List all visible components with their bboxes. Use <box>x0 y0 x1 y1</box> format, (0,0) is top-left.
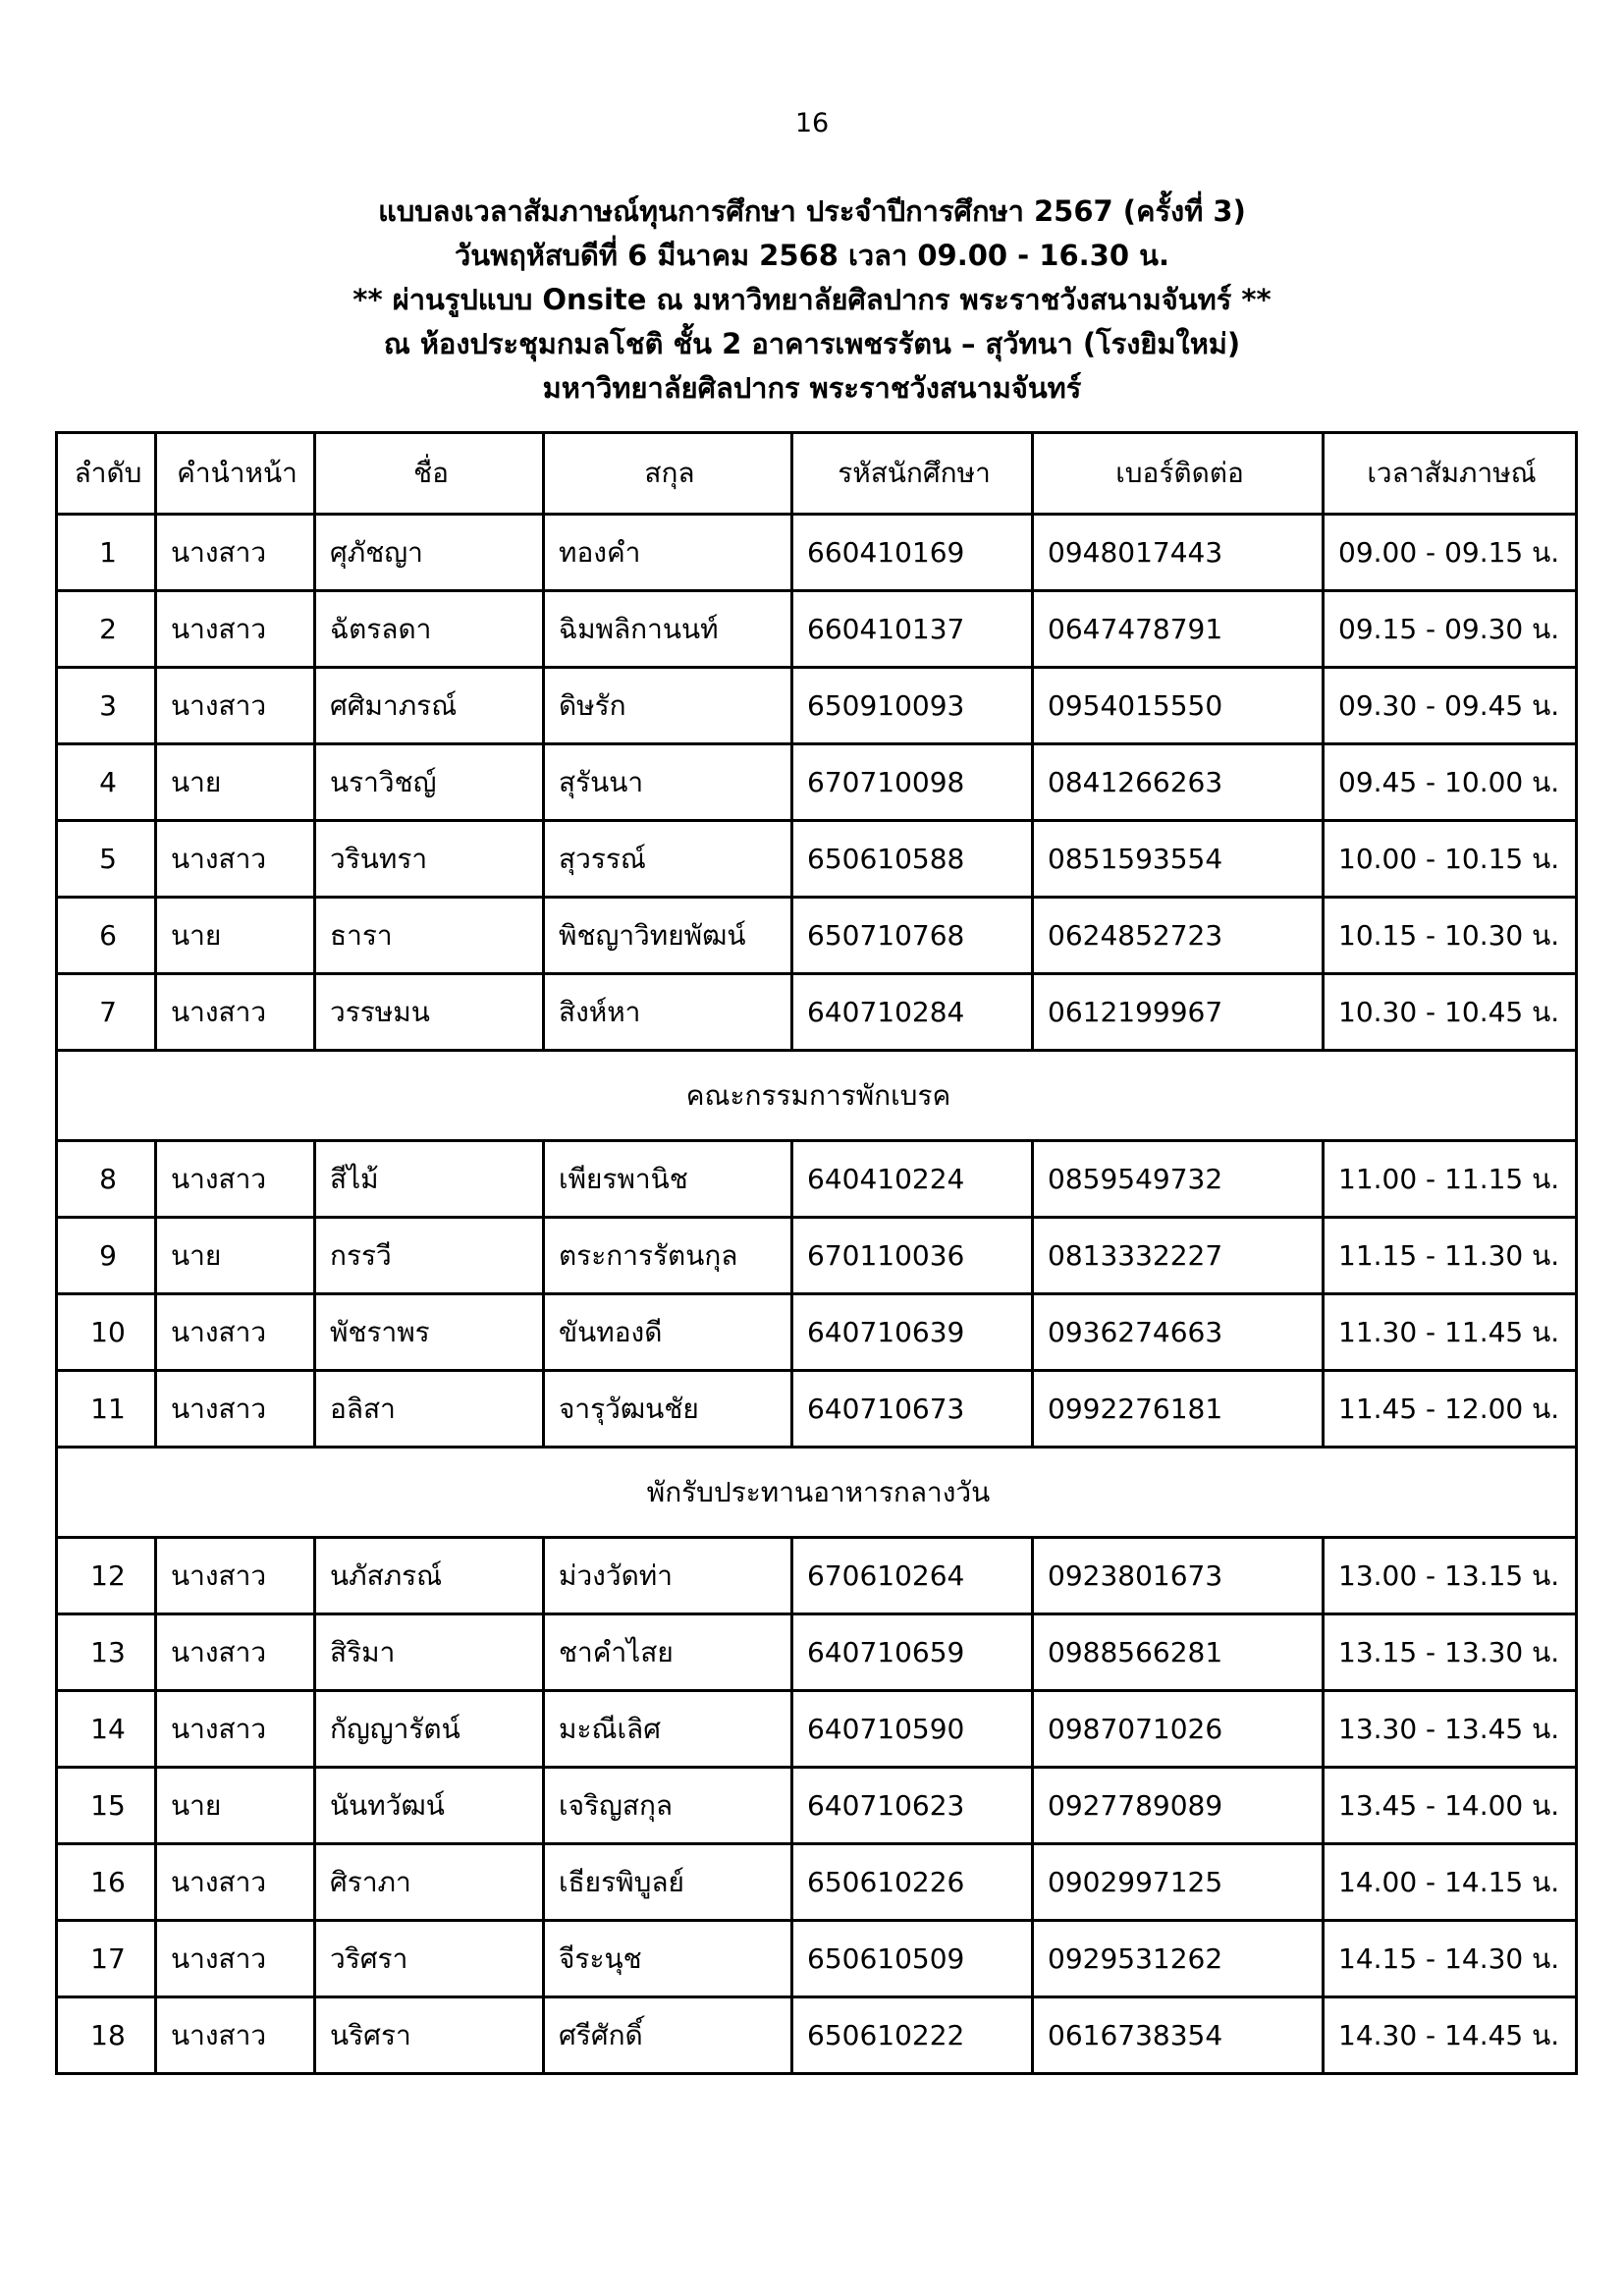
cell-order: 14 <box>57 1691 156 1768</box>
table-row <box>57 821 1577 898</box>
header-date-time: วันพฤหัสบดีที่ 6 มีนาคม 2568 เวลา 09.00 - 16.30 น. <box>455 239 1169 272</box>
cell-title: นางสาว <box>156 821 315 898</box>
cell-first-name: ฉัตรลดา <box>315 591 544 668</box>
cell-order: 15 <box>57 1768 156 1844</box>
table-row <box>57 974 1577 1051</box>
cell-phone: 0841266263 <box>1033 744 1324 821</box>
cell-student-id: 640710673 <box>792 1371 1033 1448</box>
cell-order: 5 <box>57 821 156 898</box>
header-room: ณ ห้องประชุมกมลโชติ ชั้น 2 อาคารเพชรรัตน – สุวัทนา (โรงยิมใหม่) <box>383 327 1241 360</box>
cell-phone: 0859549732 <box>1033 1141 1324 1218</box>
table-row <box>57 1691 1577 1768</box>
table-row <box>57 1294 1577 1371</box>
cell-first-name: กัญญารัตน์ <box>315 1691 544 1768</box>
cell-first-name: สิริมา <box>315 1614 544 1691</box>
cell-last-name: ชาคำไสย <box>544 1614 792 1691</box>
col-header-title: คำนำหน้า <box>156 433 315 515</box>
cell-title: นางสาว <box>156 974 315 1051</box>
cell-order: 18 <box>57 1997 156 2074</box>
cell-first-name: นริศรา <box>315 1997 544 2074</box>
cell-order: 7 <box>57 974 156 1051</box>
col-header-phone: เบอร์ติดต่อ <box>1033 433 1324 515</box>
cell-last-name: พิชญาวิทยพัฒน์ <box>544 898 792 974</box>
cell-title: นาย <box>156 1768 315 1844</box>
cell-title: นาย <box>156 744 315 821</box>
cell-order: 3 <box>57 668 156 744</box>
cell-interview-time: 11.30 - 11.45 น. <box>1324 1294 1577 1371</box>
cell-phone: 0624852723 <box>1033 898 1324 974</box>
break-row <box>57 1051 1577 1141</box>
col-header-last-name: สกุล <box>544 433 792 515</box>
cell-student-id: 650610222 <box>792 1997 1033 2074</box>
interview-schedule-table <box>55 431 1578 2075</box>
cell-phone: 0927789089 <box>1033 1768 1324 1844</box>
cell-order: 16 <box>57 1844 156 1921</box>
cell-first-name: นราวิชญ์ <box>315 744 544 821</box>
col-header-student-id: รหัสนักศึกษา <box>792 433 1033 515</box>
col-header-first-name: ชื่อ <box>315 433 544 515</box>
cell-phone: 0992276181 <box>1033 1371 1324 1448</box>
cell-title: นางสาว <box>156 591 315 668</box>
cell-last-name: มะณีเลิศ <box>544 1691 792 1768</box>
cell-title: นางสาว <box>156 1921 315 1997</box>
cell-title: นางสาว <box>156 1844 315 1921</box>
table-row <box>57 1141 1577 1218</box>
table-row <box>57 1844 1577 1921</box>
cell-student-id: 670710098 <box>792 744 1033 821</box>
cell-first-name: อลิสา <box>315 1371 544 1448</box>
cell-order: 9 <box>57 1218 156 1294</box>
cell-first-name: วรินทรา <box>315 821 544 898</box>
cell-phone: 0923801673 <box>1033 1538 1324 1614</box>
cell-title: นาย <box>156 1218 315 1294</box>
cell-title: นางสาว <box>156 1691 315 1768</box>
cell-interview-time: 13.45 - 14.00 น. <box>1324 1768 1577 1844</box>
cell-order: 10 <box>57 1294 156 1371</box>
cell-title: นางสาว <box>156 1614 315 1691</box>
cell-last-name: สิงห์หา <box>544 974 792 1051</box>
cell-first-name: สีไม้ <box>315 1141 544 1218</box>
col-header-order: ลำดับ <box>57 433 156 515</box>
cell-last-name: เจริญสกุล <box>544 1768 792 1844</box>
cell-last-name: สุวรรณ์ <box>544 821 792 898</box>
cell-interview-time: 14.30 - 14.45 น. <box>1324 1997 1577 2074</box>
table-row <box>57 668 1577 744</box>
cell-student-id: 670110036 <box>792 1218 1033 1294</box>
table-row <box>57 1538 1577 1614</box>
table-row <box>57 898 1577 974</box>
cell-student-id: 640710590 <box>792 1691 1033 1768</box>
table-row <box>57 1218 1577 1294</box>
cell-interview-time: 10.15 - 10.30 น. <box>1324 898 1577 974</box>
cell-first-name: ธารา <box>315 898 544 974</box>
cell-interview-time: 09.15 - 09.30 น. <box>1324 591 1577 668</box>
table-row <box>57 515 1577 591</box>
cell-student-id: 650910093 <box>792 668 1033 744</box>
table-row <box>57 591 1577 668</box>
cell-order: 4 <box>57 744 156 821</box>
cell-last-name: จารุวัฒนชัย <box>544 1371 792 1448</box>
cell-student-id: 640710284 <box>792 974 1033 1051</box>
header-university: มหาวิทยาลัยศิลปากร พระราชวังสนามจันทร์ <box>542 371 1082 405</box>
cell-student-id: 640410224 <box>792 1141 1033 1218</box>
cell-student-id: 670610264 <box>792 1538 1033 1614</box>
table-body <box>57 515 1577 2074</box>
cell-student-id: 660410137 <box>792 591 1033 668</box>
cell-first-name: ศุภัชญา <box>315 515 544 591</box>
table-row <box>57 1371 1577 1448</box>
cell-student-id: 650610588 <box>792 821 1033 898</box>
cell-order: 12 <box>57 1538 156 1614</box>
cell-title: นางสาว <box>156 1997 315 2074</box>
cell-title: นางสาว <box>156 1538 315 1614</box>
break-label: คณะกรรมการพักเบรค <box>57 1051 1577 1141</box>
cell-student-id: 650610226 <box>792 1844 1033 1921</box>
cell-first-name: กรรวี <box>315 1218 544 1294</box>
table-row <box>57 744 1577 821</box>
cell-last-name: ดิษรัก <box>544 668 792 744</box>
cell-interview-time: 13.15 - 13.30 น. <box>1324 1614 1577 1691</box>
cell-phone: 0902997125 <box>1033 1844 1324 1921</box>
cell-last-name: ทองคำ <box>544 515 792 591</box>
cell-last-name: ฉิมพลิกานนท์ <box>544 591 792 668</box>
cell-interview-time: 09.45 - 10.00 น. <box>1324 744 1577 821</box>
cell-title: นางสาว <box>156 1294 315 1371</box>
cell-phone: 0647478791 <box>1033 591 1324 668</box>
cell-last-name: ขันทองดี <box>544 1294 792 1371</box>
cell-first-name: ศิราภา <box>315 1844 544 1921</box>
cell-phone: 0813332227 <box>1033 1218 1324 1294</box>
cell-order: 6 <box>57 898 156 974</box>
cell-title: นางสาว <box>156 668 315 744</box>
col-header-interview-time: เวลาสัมภาษณ์ <box>1324 433 1577 515</box>
header-title: แบบลงเวลาสัมภาษณ์ทุนการศึกษา ประจำปีการศึกษา 2567 (ครั้งที่ 3) <box>378 194 1246 228</box>
cell-interview-time: 11.00 - 11.15 น. <box>1324 1141 1577 1218</box>
cell-order: 11 <box>57 1371 156 1448</box>
cell-interview-time: 10.30 - 10.45 น. <box>1324 974 1577 1051</box>
cell-phone: 0987071026 <box>1033 1691 1324 1768</box>
cell-interview-time: 11.15 - 11.30 น. <box>1324 1218 1577 1294</box>
cell-title: นาย <box>156 898 315 974</box>
table-header-row <box>57 433 1577 515</box>
cell-student-id: 640710639 <box>792 1294 1033 1371</box>
break-row <box>57 1448 1577 1538</box>
cell-title: นางสาว <box>156 515 315 591</box>
page-number: 16 <box>794 108 830 138</box>
cell-student-id: 650710768 <box>792 898 1033 974</box>
cell-student-id: 640710623 <box>792 1768 1033 1844</box>
cell-first-name: นภัสภรณ์ <box>315 1538 544 1614</box>
cell-order: 2 <box>57 591 156 668</box>
cell-interview-time: 13.00 - 13.15 น. <box>1324 1538 1577 1614</box>
cell-last-name: สุรันนา <box>544 744 792 821</box>
cell-title: นางสาว <box>156 1371 315 1448</box>
cell-phone: 0954015550 <box>1033 668 1324 744</box>
cell-last-name: เพียรพานิช <box>544 1141 792 1218</box>
cell-interview-time: 09.00 - 09.15 น. <box>1324 515 1577 591</box>
table-row <box>57 1768 1577 1844</box>
cell-first-name: วรรษมน <box>315 974 544 1051</box>
cell-phone: 0948017443 <box>1033 515 1324 591</box>
cell-interview-time: 14.00 - 14.15 น. <box>1324 1844 1577 1921</box>
cell-phone: 0616738354 <box>1033 1997 1324 2074</box>
cell-phone: 0851593554 <box>1033 821 1324 898</box>
cell-interview-time: 11.45 - 12.00 น. <box>1324 1371 1577 1448</box>
cell-student-id: 640710659 <box>792 1614 1033 1691</box>
cell-last-name: เธียรพิบูลย์ <box>544 1844 792 1921</box>
cell-order: 13 <box>57 1614 156 1691</box>
cell-order: 17 <box>57 1921 156 1997</box>
table-row <box>57 1921 1577 1997</box>
cell-student-id: 650610509 <box>792 1921 1033 1997</box>
cell-first-name: ศศิมาภรณ์ <box>315 668 544 744</box>
cell-last-name: ตระการรัตนกุล <box>544 1218 792 1294</box>
cell-title: นางสาว <box>156 1141 315 1218</box>
cell-interview-time: 14.15 - 14.30 น. <box>1324 1921 1577 1997</box>
cell-interview-time: 13.30 - 13.45 น. <box>1324 1691 1577 1768</box>
cell-student-id: 660410169 <box>792 515 1033 591</box>
table-row <box>57 1614 1577 1691</box>
header-format: ** ผ่านรูปแบบ Onsite ณ มหาวิทยาลัยศิลปากร พระราชวังสนามจันทร์ ** <box>352 283 1272 316</box>
cell-phone: 0612199967 <box>1033 974 1324 1051</box>
break-label: พักรับประทานอาหารกลางวัน <box>57 1448 1577 1538</box>
cell-first-name: วริศรา <box>315 1921 544 1997</box>
cell-first-name: นันทวัฒน์ <box>315 1768 544 1844</box>
cell-last-name: ศรีศักดิ์ <box>544 1997 792 2074</box>
cell-interview-time: 10.00 - 10.15 น. <box>1324 821 1577 898</box>
cell-order: 8 <box>57 1141 156 1218</box>
cell-first-name: พัชราพร <box>315 1294 544 1371</box>
cell-phone: 0936274663 <box>1033 1294 1324 1371</box>
cell-phone: 0929531262 <box>1033 1921 1324 1997</box>
document-header <box>0 190 1624 410</box>
cell-last-name: ม่วงวัดท่า <box>544 1538 792 1614</box>
cell-order: 1 <box>57 515 156 591</box>
cell-last-name: จีระนุช <box>544 1921 792 1997</box>
table-row <box>57 1997 1577 2074</box>
cell-phone: 0988566281 <box>1033 1614 1324 1691</box>
cell-interview-time: 09.30 - 09.45 น. <box>1324 668 1577 744</box>
